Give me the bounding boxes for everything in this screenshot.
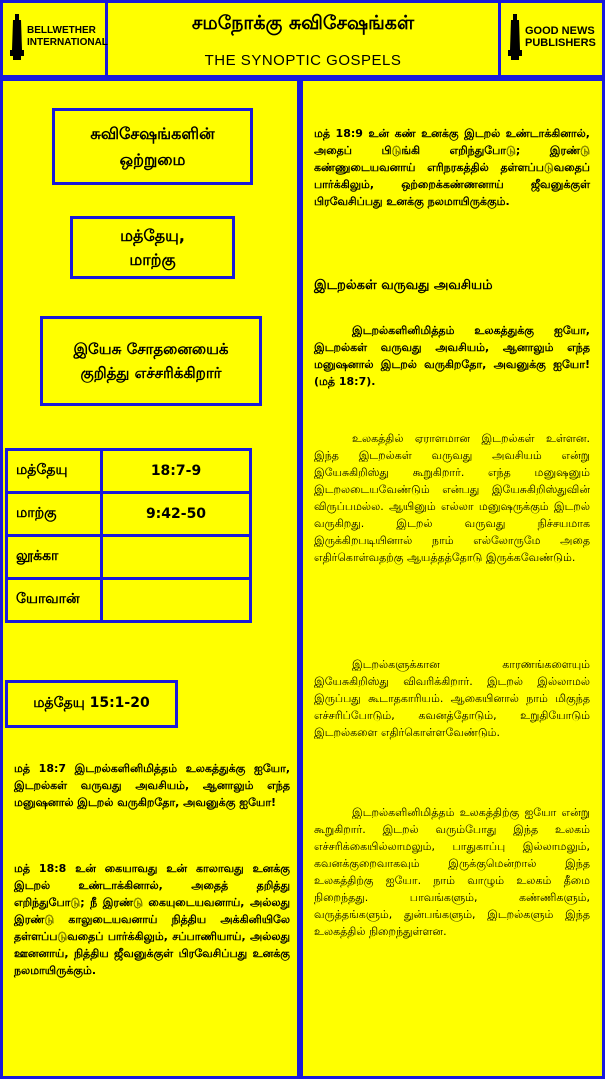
commentary-p4: இடறல்களினிமித்தம் உலகத்திற்கு ஐயோ என்று கூறுகிறார். இடறல் வரும்போது இந்த உலகம் எச்சரிக்கையில்லாமலும், பாதுகாப்பு இல்லாமலும், கவனக்குறைவாகவும் இருக்குமென்றால் இந்த உலகத்திற்கு ஐயோ. நாம் வாழும் உலகம் தீமை நிறைந்தது. பாவங்களும், கண்ணிகளும், வருத்தங்களும், துன்பங்களும், இடறல்களும் இந்த உலகத்தில் நிறைந்துள்ளன. bbox=[314, 806, 590, 938]
table-row bbox=[7, 536, 251, 579]
topic-box-harmony bbox=[52, 108, 253, 185]
commentary-p2: உலகத்தில் ஏராளமான இடறல்கள் உள்ளன. இந்த இடறல்கள் வருவது அவசியம் என்று இயேசுகிறிஸ்து கூறுகிறார். எந்த மனுஷனும் இடறலடையவேண்டும் என்பது இயேசுகிறிஸ்துவின் விருப்பமல்ல. ஆயினும் எல்லா மனுஷருக்கும் இடறல் வருகிறது. இடறல் வருவது நிச்சயமாக இருக்கிறபடியினால் நாம் எல்லோருமே அதை எதிர்கொள்வதற்கு ஆயத்தத்தோடு இருக்கவேண்டும். bbox=[314, 432, 590, 564]
topic-books-text: மத்தேயு, மாற்கு bbox=[120, 225, 185, 269]
ref-verse bbox=[102, 536, 251, 579]
bellwether-logo bbox=[10, 14, 108, 60]
ref-book: யோவான் bbox=[7, 579, 102, 622]
reference-table bbox=[5, 448, 252, 623]
right-logo-line2: PUBLISHERS bbox=[525, 37, 596, 49]
verse-18-8: மத் 18:8 உன் கையாவது உன் காலாவது உனக்கு இடறல் உண்டாக்கினால், அதைத் தறித்து எறிந்துபோடு; நீ இரண்டு கையுடையவனாய், அல்லது இரண்டு காலுடையவனாய் நித்திய அக்கினியிலே தள்ளப்படுவதைப் பார்க்கிலும், சப்பாணியாய், அல்லது ஊனனாய், நித்திய ஜீவனுக்குள் பிரவேசிப்பது உனக்கு நலமாயிருக்கும். bbox=[14, 862, 290, 977]
table-row bbox=[7, 579, 251, 622]
ref-book: மாற்கு bbox=[7, 493, 102, 536]
bell-icon bbox=[10, 14, 24, 60]
ref-book: லூக்கா bbox=[7, 536, 102, 579]
commentary-p3: இடறல்களுக்கான காரணங்களையும் இயேசுகிறிஸ்து விவரிக்கிறார். இடறல் இல்லாமல் இருப்பது கூடாதகாரியம். ஆகையினால் நாம் மிகுந்த எச்சரிப்போடும், கவனத்தோடும், உறுதியோடும் இடறல்களை எதிர்கொள்ளவேண்டும். bbox=[314, 658, 590, 739]
topic-box-books bbox=[70, 216, 235, 279]
verse-18-7: மத் 18:7 இடறல்களினிமித்தம் உலகத்துக்கு ஐயோ, இடறல்கள் வருவது அவசியம், ஆனாலும் எந்த மனுஷனால் இடறல் வருகிறதோ, அவனுக்கு ஐயோ! bbox=[14, 762, 290, 809]
passage-reference-box bbox=[5, 680, 178, 728]
table-row bbox=[7, 493, 251, 536]
right-logo-line1: GOOD NEWS bbox=[525, 25, 595, 37]
page-title-english: THE SYNOPTIC GOSPELS bbox=[204, 52, 402, 69]
ref-verse: 18:7-9 bbox=[102, 450, 251, 493]
ref-verse bbox=[102, 579, 251, 622]
passage-reference: மத்தேயு 15:1-20 bbox=[33, 695, 150, 711]
bell-icon bbox=[508, 14, 522, 60]
topic-box-warning bbox=[40, 316, 262, 406]
left-logo-line2: INTERNATIONAL bbox=[27, 37, 108, 48]
topic-harmony-text: சுவிசேஷங்களின் ஒற்றுமை bbox=[90, 123, 215, 169]
topic-warning-text: இயேசு சோதனையைக் குறித்து எச்சரிக்கிறார் bbox=[73, 340, 229, 382]
commentary-p1: இடறல்களினிமித்தம் உலகத்துக்கு ஐயோ, இடறல்கள் வருவது அவசியம், ஆனாலும் எந்த மனுஷனால் இடறல் வருகிறதோ, அவனுக்கு ஐயோ! (மத் 18:7). bbox=[314, 324, 590, 388]
ref-verse: 9:42-50 bbox=[102, 493, 251, 536]
verse-18-9: மத் 18:9 உன் கண் உனக்கு இடறல் உண்டாக்கினால், அதைப் பிடுங்கி எறிந்துபோடு; இரண்டு கண்ணுடையவனாய் எரிநரகத்தில் தள்ளப்படுவதைப் பார்க்கிலும், ஒற்றைக்கண்ணனாய் ஜீவனுக்குள் பிரவேசிப்பது உனக்கு நலமாயிருக்கும். bbox=[314, 127, 590, 208]
table-row bbox=[7, 450, 251, 493]
ref-book: மத்தேயு bbox=[7, 450, 102, 493]
left-logo-line1: BELLWETHER bbox=[27, 25, 96, 36]
good-news-logo bbox=[508, 14, 596, 60]
page-title-tamil: சமநோக்கு சுவிசேஷங்கள் bbox=[191, 12, 415, 34]
section-heading: இடறல்கள் வருவது அவசியம் bbox=[314, 278, 493, 293]
